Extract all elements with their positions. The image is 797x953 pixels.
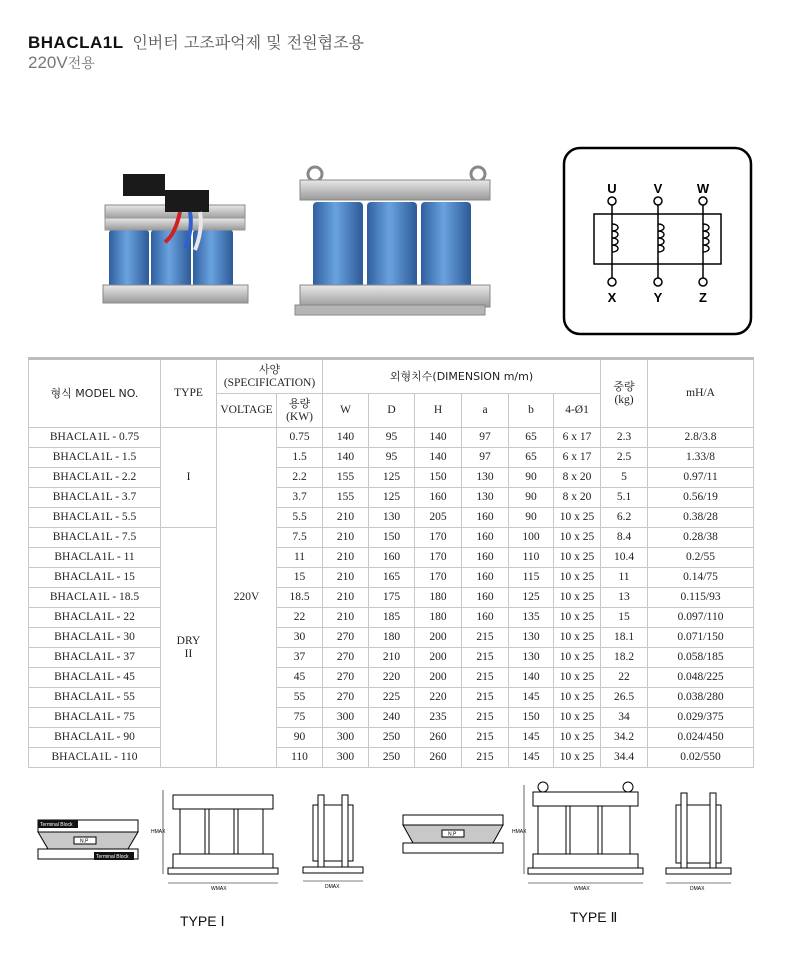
cell-capacity: 18.5	[277, 588, 323, 608]
wmax-label-2: WMAX	[574, 886, 590, 892]
type-ii-line1: DRY	[176, 634, 201, 647]
cell-hole: 10 x 25	[554, 688, 601, 708]
terminal-block-label-1: Terminal Block	[40, 822, 73, 828]
cell-h: 170	[415, 528, 462, 548]
dmax-label-1: DMAX	[325, 884, 340, 890]
col-hole: 4-Ø1	[554, 394, 601, 428]
cell-w: 155	[323, 488, 369, 508]
cell-w: 155	[323, 468, 369, 488]
cell-d: 150	[369, 528, 415, 548]
table-row	[29, 708, 754, 728]
cell-mh: 0.115/93	[648, 588, 754, 608]
col-capacity: 용량 (KW)	[277, 394, 323, 428]
cell-capacity: 30	[277, 628, 323, 648]
cell-model: BHACLA1L - 55	[29, 688, 161, 708]
cell-hole: 10 x 25	[554, 648, 601, 668]
table-row	[29, 728, 754, 748]
title-line	[28, 30, 364, 53]
cell-w: 140	[323, 448, 369, 468]
table-row	[29, 628, 754, 648]
cell-a: 160	[462, 588, 509, 608]
cell-d: 175	[369, 588, 415, 608]
cell-model: BHACLA1L - 2.2	[29, 468, 161, 488]
cell-capacity: 22	[277, 608, 323, 628]
cell-d: 95	[369, 448, 415, 468]
cell-hole: 8 x 20	[554, 488, 601, 508]
cell-voltage: 220V	[217, 428, 277, 768]
cell-model: BHACLA1L - 0.75	[29, 428, 161, 448]
cell-weight: 2.3	[601, 428, 648, 448]
model-title: BHACLA1L	[28, 33, 124, 52]
cell-h: 260	[415, 728, 462, 748]
cell-d: 250	[369, 748, 415, 768]
cell-h: 235	[415, 708, 462, 728]
col-weight: 중량 (kg)	[601, 359, 648, 428]
type2-top-view	[403, 815, 503, 853]
cell-b: 125	[509, 588, 554, 608]
cell-b: 65	[509, 428, 554, 448]
cell-model: BHACLA1L - 90	[29, 728, 161, 748]
cell-weight: 18.1	[601, 628, 648, 648]
table-row	[29, 448, 754, 468]
cell-a: 215	[462, 748, 509, 768]
cell-h: 205	[415, 508, 462, 528]
cell-a: 97	[462, 428, 509, 448]
cell-weight: 5.1	[601, 488, 648, 508]
cell-b: 90	[509, 468, 554, 488]
cell-weight: 5	[601, 468, 648, 488]
cell-weight: 2.5	[601, 448, 648, 468]
dimension-drawings	[28, 775, 768, 935]
dmax-label-2: DMAX	[690, 886, 705, 892]
table-row	[29, 568, 754, 588]
type1-label: TYPE Ⅰ	[180, 913, 225, 929]
cell-mh: 0.2/55	[648, 548, 754, 568]
np-label-1: N.P	[80, 838, 89, 845]
cell-w: 300	[323, 728, 369, 748]
cell-model: BHACLA1L - 110	[29, 748, 161, 768]
table-row	[29, 748, 754, 768]
cell-mh: 0.28/38	[648, 528, 754, 548]
cell-capacity: 55	[277, 688, 323, 708]
cell-a: 215	[462, 668, 509, 688]
table-row	[29, 608, 754, 628]
cell-d: 225	[369, 688, 415, 708]
cell-type-ii	[161, 528, 217, 768]
cell-a: 215	[462, 628, 509, 648]
cell-capacity: 2.2	[277, 468, 323, 488]
cell-hole: 10 x 25	[554, 728, 601, 748]
terminal-u: U	[607, 181, 617, 196]
cell-w: 270	[323, 688, 369, 708]
cell-a: 130	[462, 488, 509, 508]
cell-w: 210	[323, 548, 369, 568]
cell-capacity: 90	[277, 728, 323, 748]
cell-weight: 18.2	[601, 648, 648, 668]
cell-hole: 10 x 25	[554, 548, 601, 568]
model-description: 인버터 고조파억제 및 전원협조용	[132, 33, 364, 52]
cell-capacity: 1.5	[277, 448, 323, 468]
cell-capacity: 37	[277, 648, 323, 668]
cell-a: 160	[462, 508, 509, 528]
cell-b: 145	[509, 728, 554, 748]
cell-capacity: 15	[277, 568, 323, 588]
cell-d: 220	[369, 668, 415, 688]
cell-model: BHACLA1L - 3.7	[29, 488, 161, 508]
cell-d: 125	[369, 488, 415, 508]
cell-capacity: 3.7	[277, 488, 323, 508]
cell-hole: 10 x 25	[554, 588, 601, 608]
type1-front-view	[151, 790, 278, 892]
cell-capacity: 45	[277, 668, 323, 688]
spec-table	[28, 357, 754, 768]
cell-a: 160	[462, 548, 509, 568]
cell-b: 110	[509, 548, 554, 568]
cell-h: 180	[415, 608, 462, 628]
cell-b: 135	[509, 608, 554, 628]
cell-hole: 10 x 25	[554, 528, 601, 548]
cell-h: 150	[415, 468, 462, 488]
cell-b: 90	[509, 488, 554, 508]
cell-mh: 0.048/225	[648, 668, 754, 688]
cell-model: BHACLA1L - 37	[29, 648, 161, 668]
type1-side-view	[303, 795, 363, 890]
col-spec: 사양 (SPECIFICATION)	[217, 359, 323, 394]
cell-mh: 0.14/75	[648, 568, 754, 588]
cell-d: 125	[369, 468, 415, 488]
cell-w: 210	[323, 568, 369, 588]
table-row	[29, 588, 754, 608]
cell-weight: 13	[601, 588, 648, 608]
col-mh: mH/A	[648, 359, 754, 428]
cell-model: BHACLA1L - 22	[29, 608, 161, 628]
terminal-block-label-2: Terminal Block	[96, 854, 129, 860]
cell-weight: 10.4	[601, 548, 648, 568]
terminal-x: X	[607, 290, 617, 305]
cell-hole: 10 x 25	[554, 628, 601, 648]
table-row	[29, 668, 754, 688]
type2-front-view	[512, 782, 643, 892]
cell-model: BHACLA1L - 45	[29, 668, 161, 688]
reactor-photo-type2	[295, 167, 490, 315]
cell-mh: 0.02/550	[648, 748, 754, 768]
product-photos	[95, 160, 495, 335]
cell-hole: 10 x 25	[554, 508, 601, 528]
cell-d: 210	[369, 648, 415, 668]
cell-mh: 0.38/28	[648, 508, 754, 528]
table-row	[29, 688, 754, 708]
cell-mh: 0.024/450	[648, 728, 754, 748]
cell-a: 215	[462, 728, 509, 748]
cell-w: 210	[323, 508, 369, 528]
cell-weight: 11	[601, 568, 648, 588]
cell-h: 200	[415, 668, 462, 688]
cell-d: 180	[369, 628, 415, 648]
cell-weight: 15	[601, 608, 648, 628]
terminal-w: W	[696, 181, 710, 196]
type1-top-view	[38, 820, 138, 860]
cell-w: 210	[323, 528, 369, 548]
cell-capacity: 5.5	[277, 508, 323, 528]
cell-a: 160	[462, 608, 509, 628]
np-label-2: N.P	[448, 831, 457, 838]
hmax-label-2: HMAX	[512, 829, 527, 835]
cell-model: BHACLA1L - 15	[29, 568, 161, 588]
cell-d: 160	[369, 548, 415, 568]
col-dimension: 외형치수(DIMENSION m/m)	[323, 359, 601, 394]
cell-h: 140	[415, 448, 462, 468]
cell-model: BHACLA1L - 75	[29, 708, 161, 728]
cell-a: 215	[462, 648, 509, 668]
cell-capacity: 11	[277, 548, 323, 568]
table-row	[29, 488, 754, 508]
cell-w: 300	[323, 708, 369, 728]
col-b: b	[509, 394, 554, 428]
spec-table-body	[29, 428, 754, 768]
cell-b: 65	[509, 448, 554, 468]
cell-model: BHACLA1L - 1.5	[29, 448, 161, 468]
cell-capacity: 7.5	[277, 528, 323, 548]
cell-b: 90	[509, 508, 554, 528]
cell-model: BHACLA1L - 30	[29, 628, 161, 648]
cell-h: 200	[415, 628, 462, 648]
cell-hole: 6 x 17	[554, 428, 601, 448]
cell-a: 130	[462, 468, 509, 488]
cell-mh: 0.56/19	[648, 488, 754, 508]
cell-w: 300	[323, 748, 369, 768]
cell-d: 95	[369, 428, 415, 448]
cell-hole: 10 x 25	[554, 608, 601, 628]
cell-a: 160	[462, 568, 509, 588]
cell-w: 140	[323, 428, 369, 448]
cell-a: 215	[462, 708, 509, 728]
cell-d: 185	[369, 608, 415, 628]
table-row	[29, 468, 754, 488]
cell-mh: 0.058/185	[648, 648, 754, 668]
cell-model: BHACLA1L - 7.5	[29, 528, 161, 548]
cell-a: 97	[462, 448, 509, 468]
cell-weight: 22	[601, 668, 648, 688]
table-row	[29, 428, 754, 448]
cell-b: 145	[509, 688, 554, 708]
col-model: 형식 MODEL NO.	[29, 359, 161, 428]
cell-mh: 2.8/3.8	[648, 428, 754, 448]
cell-capacity: 110	[277, 748, 323, 768]
cell-mh: 0.97/11	[648, 468, 754, 488]
cell-hole: 8 x 20	[554, 468, 601, 488]
cell-h: 200	[415, 648, 462, 668]
cell-weight: 26.5	[601, 688, 648, 708]
type2-label: TYPE Ⅱ	[570, 909, 618, 925]
cell-hole: 10 x 25	[554, 748, 601, 768]
cell-w: 210	[323, 608, 369, 628]
cell-d: 130	[369, 508, 415, 528]
cell-weight: 6.2	[601, 508, 648, 528]
cell-hole: 10 x 25	[554, 568, 601, 588]
cell-b: 150	[509, 708, 554, 728]
cell-h: 170	[415, 548, 462, 568]
cell-mh: 0.038/280	[648, 688, 754, 708]
col-a: a	[462, 394, 509, 428]
cell-b: 130	[509, 648, 554, 668]
terminal-z: Z	[699, 290, 707, 305]
cell-mh: 0.029/375	[648, 708, 754, 728]
cell-h: 140	[415, 428, 462, 448]
cell-w: 270	[323, 648, 369, 668]
cell-d: 250	[369, 728, 415, 748]
col-d: D	[369, 394, 415, 428]
type-ii-line2: II	[184, 647, 193, 660]
cell-h: 180	[415, 588, 462, 608]
voltage-subtitle	[28, 53, 364, 73]
cell-capacity: 75	[277, 708, 323, 728]
hmax-label-1: HMAX	[151, 829, 166, 835]
cell-b: 140	[509, 668, 554, 688]
cell-model: BHACLA1L - 5.5	[29, 508, 161, 528]
wmax-label-1: WMAX	[211, 886, 227, 892]
cell-hole: 10 x 25	[554, 668, 601, 688]
cell-b: 130	[509, 628, 554, 648]
col-voltage: VOLTAGE	[217, 394, 277, 428]
cell-hole: 6 x 17	[554, 448, 601, 468]
page-header	[28, 30, 364, 73]
cell-d: 240	[369, 708, 415, 728]
cell-model: BHACLA1L - 18.5	[29, 588, 161, 608]
cell-a: 160	[462, 528, 509, 548]
terminal-v: V	[653, 181, 663, 196]
col-h: H	[415, 394, 462, 428]
voltage-value: 220V	[28, 53, 68, 72]
type2-side-view	[666, 793, 731, 892]
table-row	[29, 648, 754, 668]
cell-w: 270	[323, 628, 369, 648]
cell-weight: 34.2	[601, 728, 648, 748]
table-row	[29, 508, 754, 528]
table-row	[29, 528, 754, 548]
cell-w: 270	[323, 668, 369, 688]
cell-w: 210	[323, 588, 369, 608]
cell-type-i: I	[161, 428, 217, 528]
cell-h: 220	[415, 688, 462, 708]
voltage-suffix: 전용	[67, 56, 95, 72]
col-w: W	[323, 394, 369, 428]
cell-hole: 10 x 25	[554, 708, 601, 728]
cell-b: 145	[509, 748, 554, 768]
table-row	[29, 548, 754, 568]
cell-h: 160	[415, 488, 462, 508]
cell-weight: 34	[601, 708, 648, 728]
cell-weight: 34.4	[601, 748, 648, 768]
cell-a: 215	[462, 688, 509, 708]
cell-mh: 0.071/150	[648, 628, 754, 648]
col-type: TYPE	[161, 359, 217, 428]
terminal-y: Y	[653, 290, 663, 305]
wiring-schematic	[562, 146, 753, 336]
cell-b: 100	[509, 528, 554, 548]
reactor-photo-type1	[103, 174, 248, 303]
cell-d: 165	[369, 568, 415, 588]
cell-weight: 8.4	[601, 528, 648, 548]
cell-model: BHACLA1L - 11	[29, 548, 161, 568]
cell-mh: 1.33/8	[648, 448, 754, 468]
cell-mh: 0.097/110	[648, 608, 754, 628]
cell-capacity: 0.75	[277, 428, 323, 448]
cell-b: 115	[509, 568, 554, 588]
cell-h: 260	[415, 748, 462, 768]
cell-h: 170	[415, 568, 462, 588]
